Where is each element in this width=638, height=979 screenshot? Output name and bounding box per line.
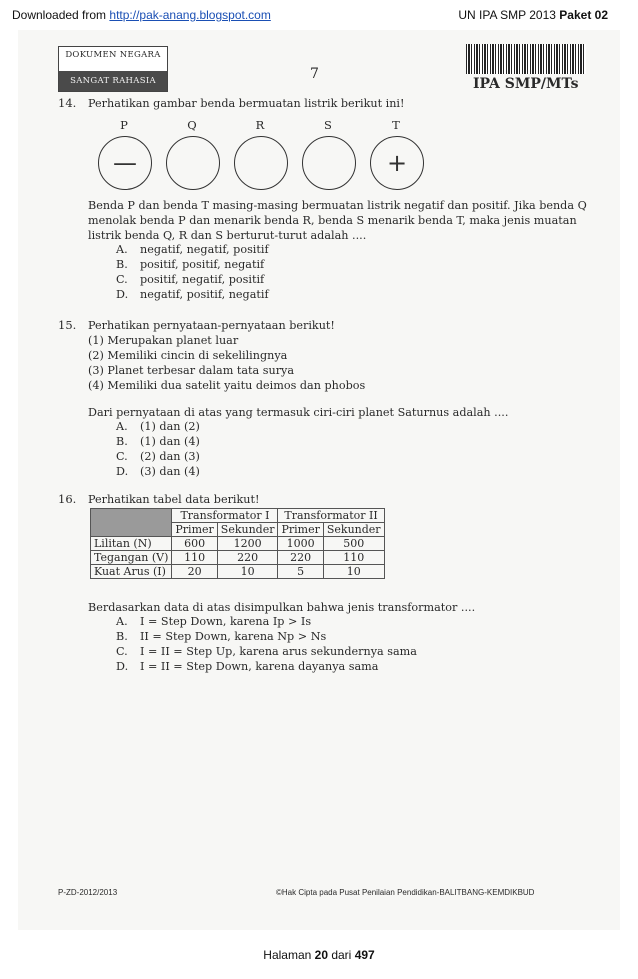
row-label: Lilitan (N) — [91, 537, 172, 551]
copyright-notice: ©Hak Cipta pada Pusat Penilaian Pendidikan-BALITBANG-KEMDIKBUD — [276, 888, 535, 897]
circle-label-q: Q — [187, 118, 197, 132]
table-cell: 5 — [278, 565, 323, 579]
download-source: Downloaded from http://pak-anang.blogspot.com — [12, 8, 271, 22]
circle-q — [166, 136, 220, 190]
q15-number: 15. — [58, 318, 77, 332]
table-row — [91, 537, 385, 551]
transformer-table — [90, 508, 385, 579]
q16-option-b[interactable]: B. II = Step Down, karena Np > Ns — [116, 630, 327, 643]
table-cell: 10 — [323, 565, 384, 579]
table-row — [91, 565, 385, 579]
circle-label-t: T — [392, 118, 400, 132]
doc-class-line1: DOKUMEN NEGARA — [65, 50, 161, 60]
circle-s — [302, 136, 356, 190]
source-link[interactable]: http://pak-anang.blogspot.com — [109, 8, 271, 22]
q16-option-c[interactable]: C. I = II = Step Up, karena arus sekundernya sama — [116, 645, 417, 658]
header-transformator-1: Transformator I — [172, 509, 278, 523]
q14-option-c[interactable]: C. positif, negatif, positif — [116, 273, 265, 286]
circle-p-negative: — — [98, 136, 152, 190]
circle-label-p: P — [120, 118, 128, 132]
q16-option-d[interactable]: D. I = II = Step Down, karena dayanya sama — [116, 660, 379, 673]
table-cell: 600 — [172, 537, 217, 551]
q16-question: Berdasarkan data di atas disimpulkan bahwa jenis transformator .... — [88, 601, 476, 614]
download-header — [0, 0, 638, 30]
subheader-cell: Primer — [278, 523, 323, 537]
q14-number: 14. — [58, 96, 77, 110]
page-number: 7 — [310, 66, 319, 82]
q16-prompt: Perhatikan tabel data berikut! — [88, 493, 260, 506]
q15-option-b[interactable]: B. (1) dan (4) — [116, 435, 200, 448]
circle-label-s: S — [324, 118, 332, 132]
q15-statement-1: (1) Merupakan planet luar — [88, 334, 239, 347]
q15-option-c[interactable]: C. (2) dan (3) — [116, 450, 200, 463]
document-classification-box — [58, 46, 168, 92]
q14-stem-line1: Benda P dan benda T masing-masing bermuatan listrik negatif dan positif. Jika benda Q — [88, 199, 587, 212]
subheader-cell: Sekunder — [323, 523, 384, 537]
circle-r — [234, 136, 288, 190]
row-label: Kuat Arus (I) — [91, 565, 172, 579]
circle-label-r: R — [255, 118, 265, 132]
q14-stem-line2: menolak benda P dan menarik benda R, benda S menarik benda T, maka jenis muatan — [88, 214, 577, 227]
q15-statement-3: (3) Planet terbesar dalam tata surya — [88, 364, 295, 377]
table-corner-cell — [91, 509, 172, 537]
circle-t-positive: + — [370, 136, 424, 190]
table-row — [91, 509, 385, 523]
table-cell: 1200 — [217, 537, 278, 551]
table-cell: 110 — [323, 551, 384, 565]
q15-question: Dari pernyataan di atas yang termasuk ciri-ciri planet Saturnus adalah .... — [88, 406, 509, 419]
table-cell: 500 — [323, 537, 384, 551]
q15-option-a[interactable]: A. (1) dan (2) — [116, 420, 200, 433]
table-cell: 1000 — [278, 537, 323, 551]
header-transformator-2: Transformator II — [278, 509, 384, 523]
exam-title: UN IPA SMP 2013 Paket 02 — [458, 8, 608, 22]
exam-level: IPA SMP/MTs — [473, 76, 579, 92]
q15-statement-2: (2) Memiliki cincin di sekelilingnya — [88, 349, 288, 362]
q15-prompt: Perhatikan pernyataan-pernyataan berikut! — [88, 319, 335, 332]
q16-option-a[interactable]: A. I = Step Down, karena Ip > Is — [116, 615, 312, 628]
q15-statement-4: (4) Memiliki dua satelit yaitu deimos dan phobos — [88, 379, 366, 392]
q14-option-d[interactable]: D. negatif, positif, negatif — [116, 288, 269, 301]
q14-prompt: Perhatikan gambar benda bermuatan listrik berikut ini! — [88, 97, 405, 110]
charge-circles — [88, 118, 408, 194]
q14-option-a[interactable]: A. negatif, negatif, positif — [116, 243, 269, 256]
table-cell: 20 — [172, 565, 217, 579]
table-row — [91, 551, 385, 565]
subheader-cell: Primer — [172, 523, 217, 537]
page-counter: Halaman 20 dari 497 — [263, 948, 375, 962]
row-label: Tegangan (V) — [91, 551, 172, 565]
doc-class-line2: SANGAT RAHASIA — [59, 71, 167, 91]
barcode-icon — [466, 44, 586, 74]
q14-stem-line3: listrik benda Q, R dan S berturut-turut adalah .... — [88, 229, 367, 242]
subheader-cell: Sekunder — [217, 523, 278, 537]
document-code: P-ZD-2012/2013 — [58, 888, 118, 897]
table-cell: 220 — [217, 551, 278, 565]
table-cell: 110 — [172, 551, 217, 565]
exam-page — [18, 30, 620, 930]
table-cell: 220 — [278, 551, 323, 565]
table-cell: 10 — [217, 565, 278, 579]
q16-number: 16. — [58, 492, 77, 506]
q15-option-d[interactable]: D. (3) dan (4) — [116, 465, 200, 478]
q14-option-b[interactable]: B. positif, positif, negatif — [116, 258, 265, 271]
